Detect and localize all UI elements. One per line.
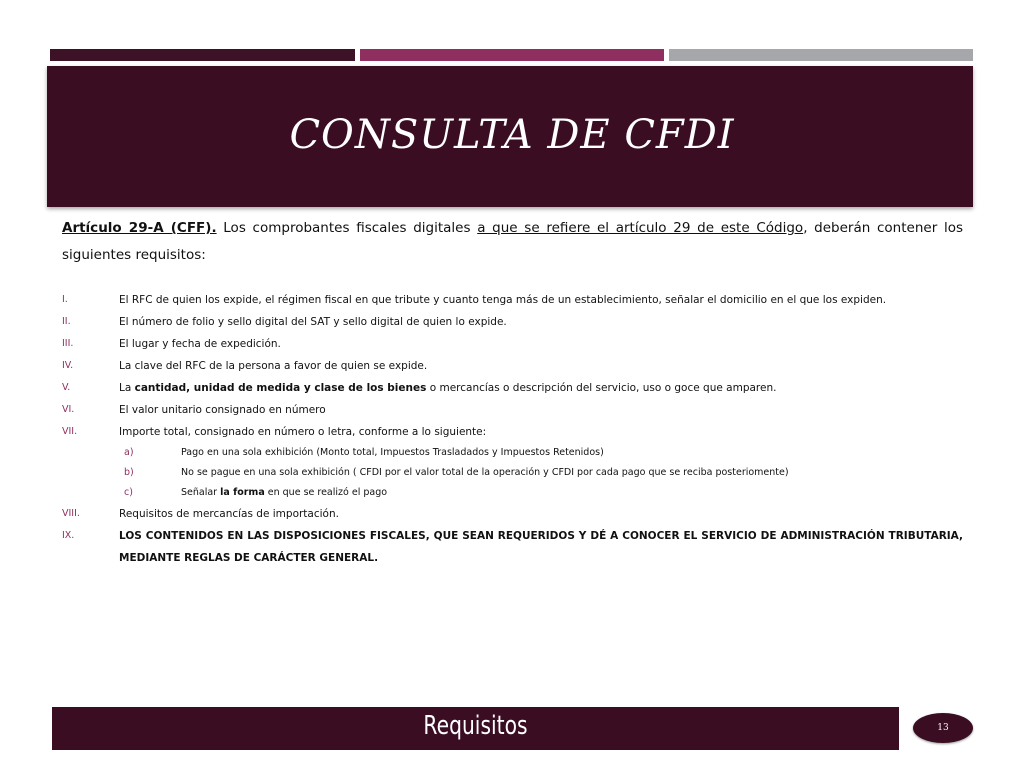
requirement-text: La clave del RFC de la persona a favor de quien se expide. bbox=[119, 360, 428, 372]
intro-underlined-text: a que se refiere el artículo 29 de este Código bbox=[477, 220, 804, 236]
sub-item-text: Pago en una sola exhibición (Monto total, Impuestos Trasladados y Impuestos Retenidos) bbox=[181, 447, 604, 458]
requirement-text-pre: La bbox=[119, 382, 135, 394]
requirement-text: El número de folio y sello digital del SAT y sello digital de quien lo expide. bbox=[119, 316, 507, 328]
requirement-text: Requisitos de mercancías de importación. bbox=[119, 508, 339, 520]
slide-title: CONSULTA DE CFDI bbox=[289, 112, 735, 158]
sub-item-text-post: en que se realizó el pago bbox=[264, 487, 388, 498]
requirement-text-post: o mercancías o descripción del servicio, uso o goce que amparen. bbox=[426, 382, 777, 394]
requirement-item-2 bbox=[62, 311, 963, 333]
intro-text-2: , deberán contener los siguientes requisitos: bbox=[62, 220, 963, 263]
sub-item-letter: a) bbox=[124, 447, 134, 458]
requirement-number: IV. bbox=[62, 360, 74, 371]
slide-content bbox=[62, 215, 963, 569]
requirement-number: II. bbox=[62, 316, 71, 327]
accent-bar-dark bbox=[50, 49, 355, 61]
accent-bar-gray bbox=[669, 49, 973, 61]
requirement-item-1 bbox=[62, 289, 963, 311]
sub-item-letter: c) bbox=[124, 487, 133, 498]
requirement-number: III. bbox=[62, 338, 74, 349]
requirement-text: El RFC de quien los expide, el régimen fiscal en que tribute y cuanto tenga más de un establecimiento, señalar el domicilio en el que los expiden. bbox=[119, 294, 887, 306]
footer-label: Requisitos bbox=[423, 711, 528, 741]
intro-text-1: Los comprobantes fiscales digitales bbox=[216, 220, 478, 236]
requirement-item-7 bbox=[62, 421, 963, 503]
requirements-list bbox=[62, 289, 963, 569]
requirement-item-5 bbox=[62, 377, 963, 399]
payment-sub-list bbox=[62, 443, 963, 503]
requirement-number: VIII. bbox=[62, 508, 80, 519]
sub-item-text-pre: Señalar bbox=[181, 487, 221, 498]
requirement-number: IX. bbox=[62, 530, 75, 541]
requirement-number: V. bbox=[62, 382, 71, 393]
intro-paragraph bbox=[62, 215, 963, 269]
requirement-item-4 bbox=[62, 355, 963, 377]
requirement-number: VI. bbox=[62, 404, 75, 415]
requirement-text: El lugar y fecha de expedición. bbox=[119, 338, 281, 350]
requirement-text: El valor unitario consignado en número bbox=[119, 404, 326, 416]
requirement-text: LOS CONTENIDOS EN LAS DISPOSICIONES FISCALES, QUE SEAN REQUERIDOS Y DÉ A CONOCER EL SERVICIO DE ADMINISTRACIÓN TRIBUTARIA, MEDIANTE REGLAS DE CARÁCTER GENERAL. bbox=[119, 530, 963, 564]
sub-item-letter: b) bbox=[124, 467, 134, 478]
sub-item-text: No se pague en una sola exhibición ( CFDI por el valor total de la operación y CFDI por cada pago que se reciba posteriomente) bbox=[181, 467, 789, 478]
requirement-item-9 bbox=[62, 525, 963, 569]
requirement-number: I. bbox=[62, 294, 68, 305]
sub-item-text-bold: la forma bbox=[220, 487, 265, 498]
requirement-text-bold: cantidad, unidad de medida y clase de los bienes bbox=[134, 382, 427, 394]
article-reference: Artículo 29-A (CFF). bbox=[62, 220, 217, 236]
footer-bar bbox=[52, 707, 899, 750]
requirement-item-6 bbox=[62, 399, 963, 421]
sub-item-c bbox=[62, 483, 963, 503]
sub-item-b bbox=[62, 463, 963, 483]
page-number-badge: 13 bbox=[913, 713, 973, 743]
sub-item-a bbox=[62, 443, 963, 463]
requirement-item-3 bbox=[62, 333, 963, 355]
requirement-number: VII. bbox=[62, 426, 78, 437]
requirement-item-8 bbox=[62, 503, 963, 525]
accent-bar-magenta bbox=[360, 49, 664, 61]
requirement-text: Importe total, consignado en número o letra, conforme a lo siguiente: bbox=[119, 426, 487, 438]
